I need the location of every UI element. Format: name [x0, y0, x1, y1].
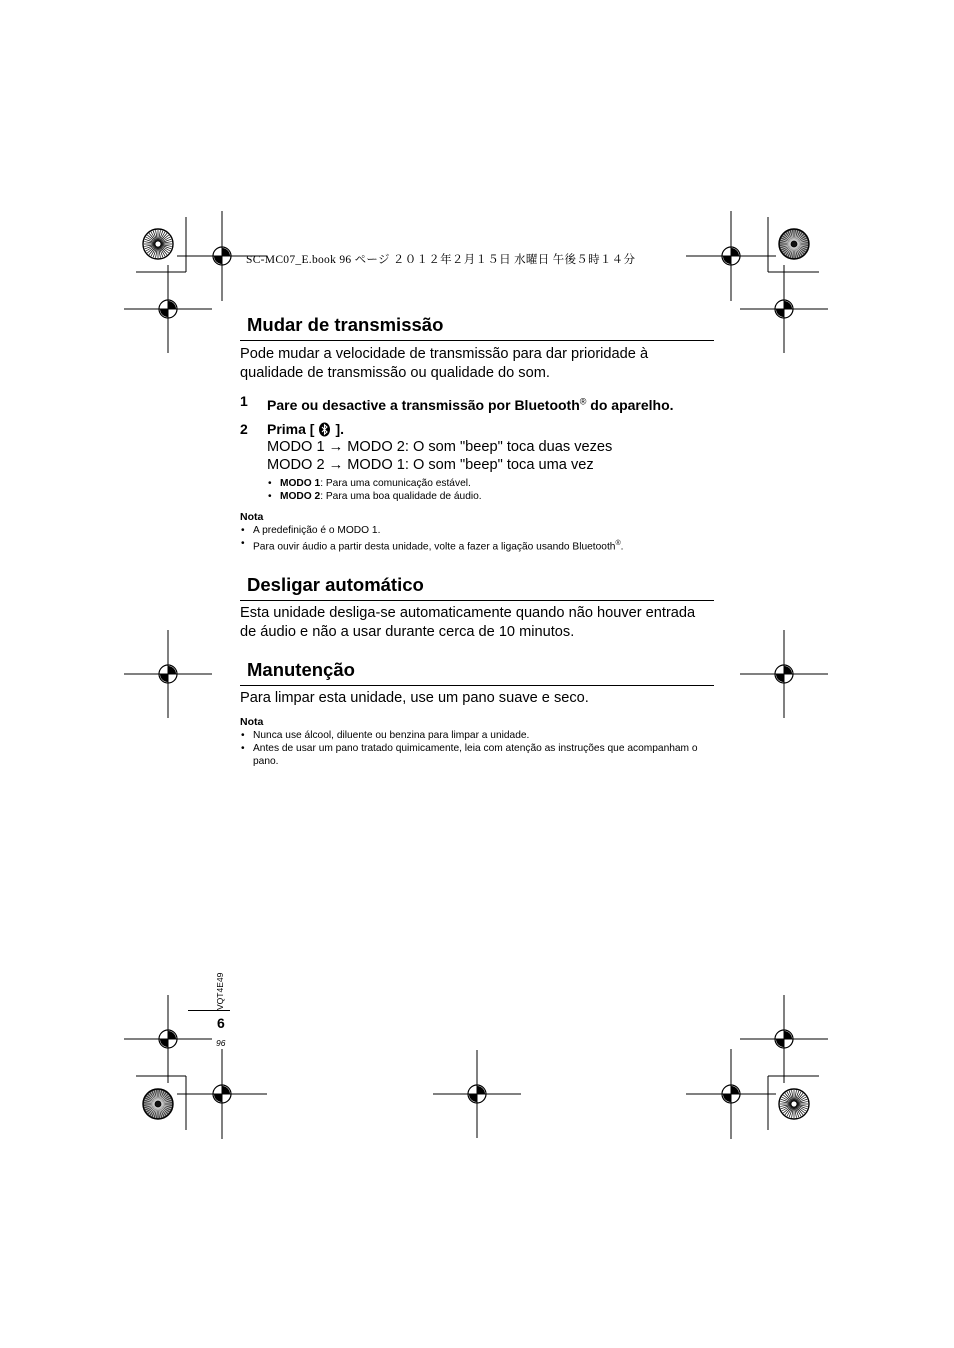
section-title: Manutenção — [240, 659, 714, 686]
step-number: 2 — [240, 420, 248, 437]
mode-line-2: MODO 2 → MODO 1: O som "beep" toca uma vez — [267, 457, 594, 474]
book-page-number: 96 — [216, 1038, 226, 1048]
manual-content — [240, 314, 714, 768]
section-intro: Para limpar esta unidade, use um pano suave e seco. — [240, 690, 589, 707]
step-text: Prima [ ]. — [267, 420, 345, 437]
page-number-rule — [188, 1010, 230, 1011]
list-item: • MODO 2: Para uma boa qualidade de áudio. — [267, 490, 714, 503]
list-item: • A predefinição é o MODO 1. — [240, 524, 714, 537]
document-code: VQT4E49 — [215, 972, 225, 1010]
step-number: 1 — [240, 393, 248, 409]
section-intro: Pode mudar a velocidade de transmissão para dar prioridade à qualidade de transmissão ou qualidade do som. — [240, 346, 649, 381]
mode-line-1: MODO 1 → MODO 2: O som "beep" toca duas vezes — [267, 438, 613, 455]
note-list — [240, 729, 714, 768]
step-text: Pare ou desactive a transmissão por Bluetooth® do aparelho. — [267, 396, 674, 413]
section-title: Mudar de transmissão — [240, 314, 714, 341]
section-manutencao — [240, 659, 714, 768]
section-mudar-transmissao — [240, 314, 714, 553]
section-intro: Esta unidade desliga-se automaticamente quando não houver entrada de áudio e não a usar durante cerca de 10 minutos. — [240, 605, 696, 640]
list-item: • Para ouvir áudio a partir desta unidade, volte a fazer a ligação usando Bluetooth®. — [240, 537, 714, 553]
list-item: • Nunca use álcool, diluente ou benzina para limpar a unidade. — [240, 729, 714, 742]
page-number: 6 — [217, 1015, 225, 1031]
bluetooth-icon — [318, 422, 331, 437]
list-item: • Antes de usar um pano tratado quimicamente, leia com atenção as instruções que acompanham o pano. — [240, 742, 714, 768]
step-1 — [240, 392, 714, 414]
section-desligar-automatico — [240, 574, 714, 641]
mode-list — [267, 477, 714, 503]
note-label: Nota — [240, 510, 264, 523]
section-title: Desligar automático — [240, 574, 714, 601]
list-item: • MODO 1: Para uma comunicação estável. — [267, 477, 714, 490]
note-list — [240, 524, 714, 553]
step-2 — [240, 420, 714, 503]
note-label: Nota — [240, 715, 264, 728]
print-file-stamp: SC-MC07_E.book 96 ページ ２０１２年２月１５日 水曜日 午後５時１４分 — [246, 254, 636, 266]
